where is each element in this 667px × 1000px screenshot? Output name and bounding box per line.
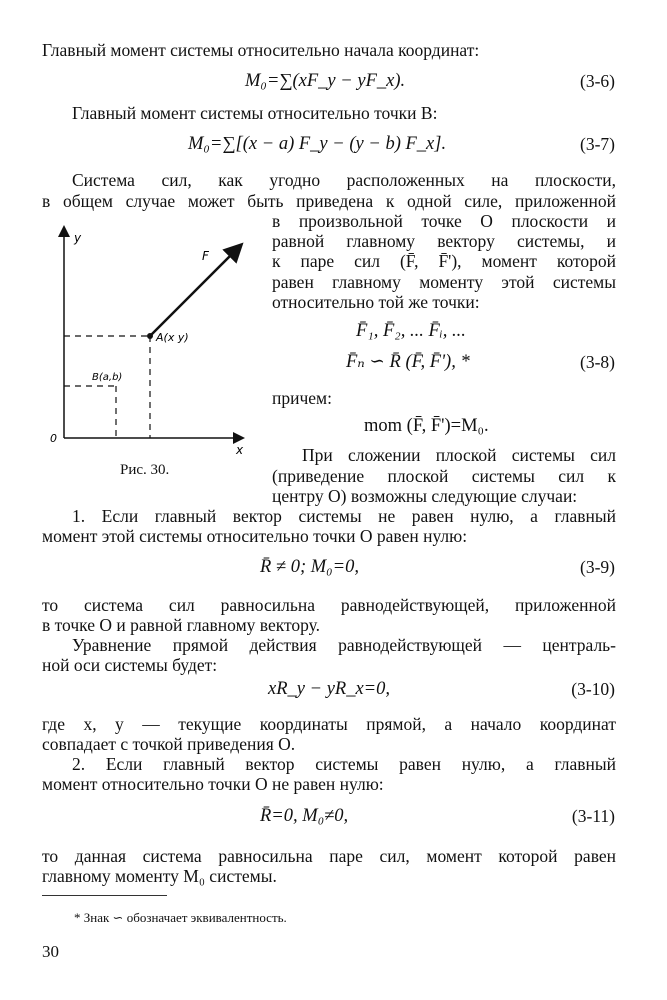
text-line: 2. Если главный вектор системы равен нулю, а главный — [72, 754, 616, 774]
equation-3-8-line2: F̄ₙ ∽ R̄ (F̄, F̄'), * — [346, 352, 470, 372]
equation-3-10: xR_y − yR_x=0, — [268, 679, 391, 699]
equation-3-11: R̄=0, M₀≠0, — [260, 806, 349, 826]
equation-3-6: M₀=∑(xF_y − yF_x). — [245, 71, 406, 91]
text-line: (приведение плоской системы сил к — [272, 466, 616, 486]
text-line: Главный момент системы относительно начала координат: — [42, 40, 480, 60]
text-line: то система сил равносильна равнодействующей, приложенной — [42, 595, 616, 615]
equation-3-7: M₀=∑[(x − a) F_y − (y − b) F_x]. — [188, 134, 447, 154]
footnote-rule — [42, 895, 167, 896]
label-o: 0 — [50, 432, 57, 445]
equation-number: (3-7) — [580, 134, 615, 154]
text-line: 1. Если главный вектор системы не равен нулю, а главный — [72, 506, 616, 526]
equation-number: (3-6) — [580, 71, 615, 91]
label-f: F — [202, 249, 209, 263]
text-line: равен главному моменту этой системы — [272, 272, 616, 292]
force-vector — [150, 246, 240, 336]
text-line: момент этой системы относительно точки O равен нулю: — [42, 526, 468, 546]
label-a: A(x y) — [156, 331, 189, 344]
text-line: центру O) возможны следующие случаи: — [272, 486, 578, 506]
equation-3-9: R̄ ≠ 0; M₀=0, — [260, 557, 359, 577]
equation-mom: mom (F̄, F̄')=M₀. — [364, 416, 489, 436]
equation-3-8-line1: F̄₁, F̄₂, ... F̄ᵢ, ... — [356, 321, 466, 341]
footnote: * Знак ∽ обозначает эквивалентность. — [74, 910, 287, 925]
text-line: причем: — [272, 388, 332, 408]
equation-number: (3-8) — [580, 352, 615, 372]
text-line: Система сил, как угодно расположенных на плоскости, — [72, 170, 616, 190]
equation-number: (3-11) — [571, 806, 615, 826]
text-line: Уравнение прямой действия равнодействующей — централь- — [72, 635, 616, 655]
text-line: При сложении плоской системы сил — [302, 445, 616, 465]
label-x: x — [236, 443, 244, 457]
text-line: в произвольной точке O плоскости и — [272, 211, 616, 231]
equation-number: (3-10) — [571, 679, 615, 699]
text-line: главному моменту M₀ системы. — [42, 866, 277, 886]
text-line: совпадает с точкой приведения O. — [42, 734, 296, 754]
text-line: в общем случае может быть приведена к одной силе, приложенной — [42, 191, 616, 211]
label-y: y — [74, 231, 82, 245]
text-line: ной оси системы будет: — [42, 655, 218, 675]
figure-30 — [30, 220, 260, 460]
text-line: к паре сил (F̄, F̄'), момент которой — [272, 251, 616, 271]
text-line: момент относительно точки O не равен нулю: — [42, 774, 384, 794]
label-b: B(a,b) — [92, 372, 123, 383]
text-line: где x, y — текущие координаты прямой, а начало координат — [42, 714, 616, 734]
text-line: Главный момент системы относительно точки B: — [72, 103, 438, 123]
text-line: относительно той же точки: — [272, 292, 480, 312]
text-line: равной главному вектору системы, и — [272, 231, 616, 251]
figure-caption: Рис. 30. — [120, 462, 170, 478]
text-line: в точке O и равной главному вектору. — [42, 615, 321, 635]
page-number: 30 — [42, 942, 59, 961]
equation-number: (3-9) — [580, 557, 615, 577]
text-line: то данная система равносильна паре сил, момент которой равен — [42, 846, 616, 866]
